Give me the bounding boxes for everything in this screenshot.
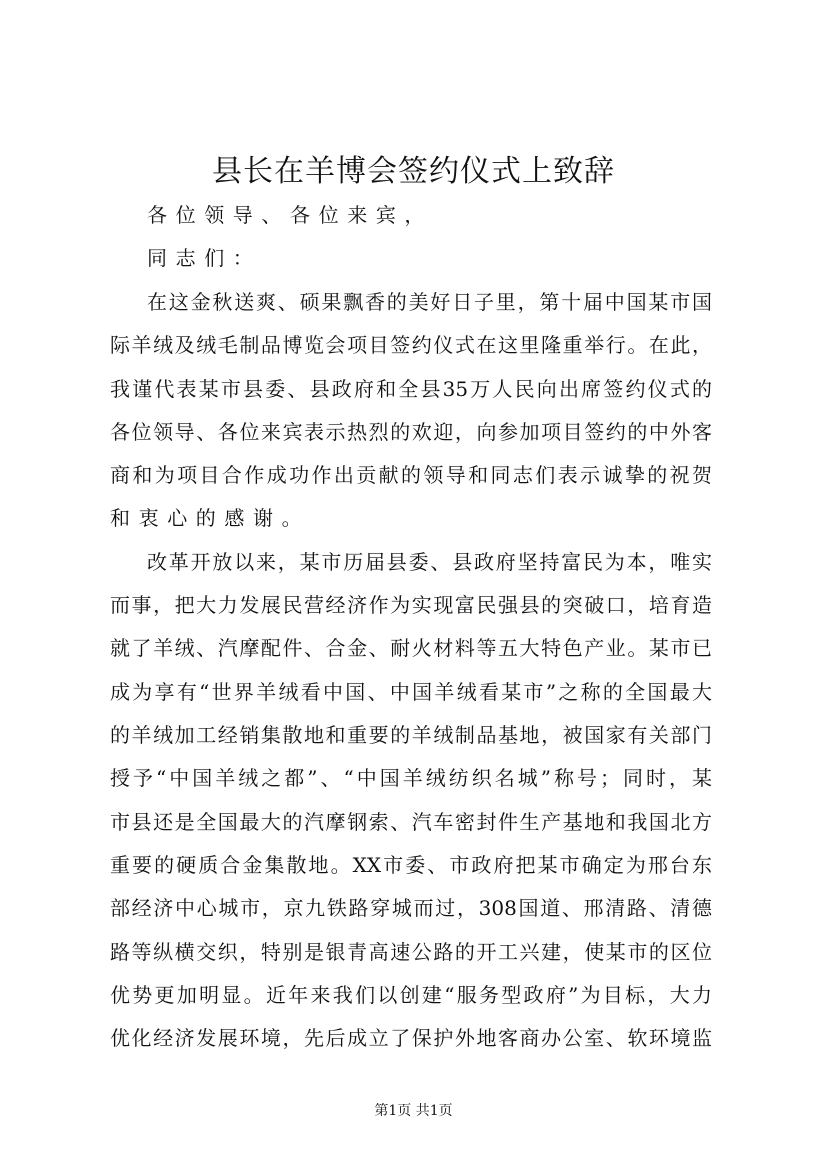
text-line: 际羊绒及绒毛制品博览会项目签约仪式在这里隆重举行。在此， [110, 333, 712, 357]
text-line: 优势更加明显。近年来我们以创建“服务型政府”为目标，大力 [110, 983, 712, 1007]
text-line: 市县还是全国最大的汽摩钢索、汽车密封件生产基地和我国北方 [110, 810, 712, 834]
text-line: 部经济中心城市，京九铁路穿城而过，308国道、邢清路、清德 [110, 896, 712, 920]
text-line: 授予“中国羊绒之都”、“中国羊绒纺织名城”称号；同时，某 [110, 766, 712, 790]
document-title: 县长在羊博会签约仪式上致辞 [212, 154, 615, 189]
text-line: 路等纵横交织，特别是银青高速公路的开工兴建，使某市的区位 [110, 940, 712, 964]
text-line: 同志们： [147, 246, 262, 270]
text-line: 而事，把大力发展民营经济作为实现富民强县的突破口，培育造 [110, 593, 712, 617]
page-footer: 第1页 共1页 [374, 1103, 453, 1119]
text-line: 成为享有“世界羊绒看中国、中国羊绒看某市”之称的全国最大 [110, 680, 712, 704]
text-line: 优化经济发展环境，先后成立了保护外地客商办公室、软环境监 [110, 1026, 712, 1050]
text-line: 各位领导、各位来宾， [147, 203, 433, 227]
text-line: 和衷心的感谢。 [110, 506, 311, 530]
text-line: 我谨代表某市县委、县政府和全县35万人民向出席签约仪式的 [110, 377, 712, 401]
text-line: 各位领导、各位来宾表示热烈的欢迎，向参加项目签约的中外客 [110, 420, 712, 444]
text-line: 的羊绒加工经销集散地和重要的羊绒制品基地，被国家有关部门 [110, 723, 712, 747]
text-line: 重要的硬质合金集散地。XX市委、市政府把某市确定为邢台东 [110, 853, 712, 877]
text-line: 商和为项目合作成功作出贡献的领导和同志们表示诚挚的祝贺 [110, 463, 712, 487]
text-line: 改革开放以来，某市历届县委、县政府坚持富民为本，唯实 [147, 550, 712, 574]
text-line: 在这金秋送爽、硕果飘香的美好日子里，第十届中国某市国 [147, 290, 712, 314]
text-line: 就了羊绒、汽摩配件、合金、耐火材料等五大特色产业。某市已 [110, 636, 712, 660]
